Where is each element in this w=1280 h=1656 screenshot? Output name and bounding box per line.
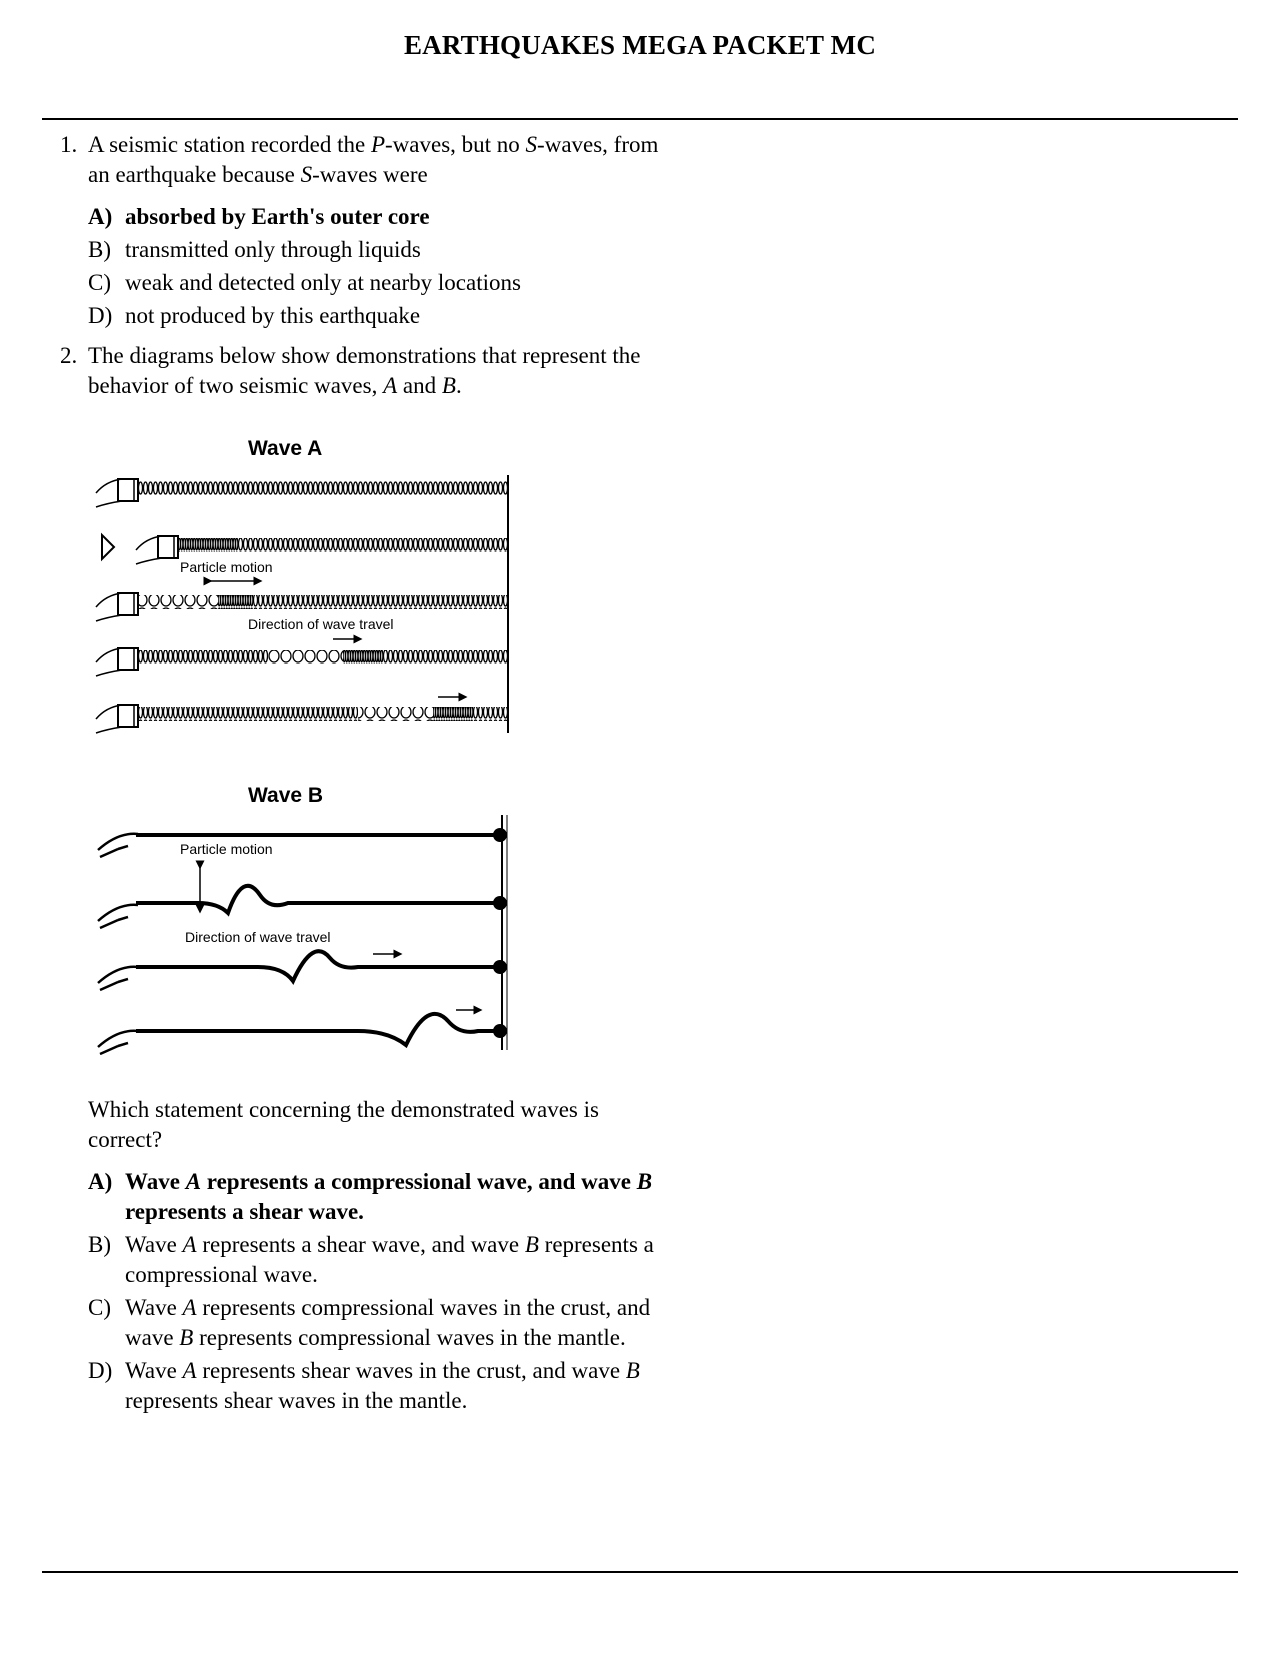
- question-2: [60, 341, 660, 401]
- choice-a[interactable]: A) absorbed by Earth's outer core: [88, 204, 430, 229]
- rope-knot: [493, 960, 507, 974]
- rope-knot: [493, 828, 507, 842]
- question-number: 2.: [60, 343, 78, 368]
- wave-b-title: Wave B: [248, 784, 324, 807]
- spring-coil: [473, 707, 508, 721]
- choice-b[interactable]: B) transmitted only through liquids: [88, 237, 421, 262]
- answer-choices: [60, 1167, 660, 1416]
- hand-icon: [98, 1031, 138, 1054]
- question-1: [60, 130, 660, 190]
- spring-compression: [218, 595, 253, 609]
- choice-c[interactable]: C) Wave A represents compressional waves in the crust, and wave B represents compressional waves in the mantle.: [88, 1295, 651, 1350]
- answer-choices: [60, 202, 660, 331]
- wave-a-title: Wave A: [248, 437, 323, 460]
- rope-pulse: [136, 951, 503, 981]
- wave-b-direction-label: Direction of wave travel: [185, 929, 331, 945]
- push-arrow-icon: [102, 535, 114, 559]
- question-stem: The diagrams below show demonstrations that represent the behavior of two seismic waves, A and B.: [88, 343, 641, 398]
- question-stem: A seismic station recorded the P-waves, but no S-waves, from an earthquake because S-waves were: [88, 132, 659, 187]
- hand-icon: [96, 479, 138, 507]
- question-2-prompt: Which statement concerning the demonstrated waves is correct?: [88, 1097, 599, 1152]
- spring-compression: [343, 650, 383, 664]
- spring-coil: [238, 538, 508, 552]
- hand-icon: [96, 593, 138, 621]
- footer-divider: [42, 1571, 1238, 1573]
- choice-d[interactable]: D) not produced by this earthquake: [88, 303, 421, 328]
- choice-d[interactable]: D) Wave A represents shear waves in the crust, and wave B represents shear waves in the mantle.: [88, 1358, 640, 1413]
- hand-icon: [98, 834, 138, 857]
- spring-coil: [138, 650, 268, 664]
- rope-knot: [493, 896, 507, 910]
- hand-icon: [96, 705, 138, 733]
- rope-pulse: [136, 1014, 503, 1045]
- question-number: 1.: [60, 132, 78, 157]
- spring-coil: [383, 650, 508, 664]
- spring-rarefaction: [138, 595, 218, 609]
- spring-compression: [178, 538, 238, 552]
- hand-icon: [96, 648, 138, 676]
- page-title: EARTHQUAKES MEGA PACKET MC: [403, 30, 877, 60]
- choice-c[interactable]: C) weak and detected only at nearby locations: [88, 270, 521, 295]
- question-column: [60, 130, 660, 1419]
- spring-rarefaction: [268, 650, 343, 664]
- hand-icon: [98, 905, 138, 928]
- hand-icon: [98, 967, 138, 990]
- hand-icon: [136, 536, 178, 564]
- wave-a-particle-label: Particle motion: [180, 559, 273, 575]
- wave-a-direction-label: Direction of wave travel: [248, 616, 394, 632]
- header-divider: [42, 118, 1238, 120]
- spring-coil: [138, 481, 508, 495]
- spring-coil: [253, 595, 508, 609]
- choice-a[interactable]: A) Wave A represents a compressional wave, and wave B represents a shear wave.: [88, 1169, 653, 1224]
- spring-rarefaction: [358, 707, 433, 721]
- rope-pulse: [136, 886, 503, 913]
- choice-b[interactable]: B) Wave A represents a shear wave, and wave B represents a compressional wave.: [88, 1232, 654, 1287]
- spring-coil: [138, 707, 358, 721]
- rope-knot: [493, 1024, 507, 1038]
- seismic-wave-diagram: [88, 425, 528, 1055]
- spring-compression: [433, 707, 473, 721]
- wave-b-particle-label: Particle motion: [180, 841, 273, 857]
